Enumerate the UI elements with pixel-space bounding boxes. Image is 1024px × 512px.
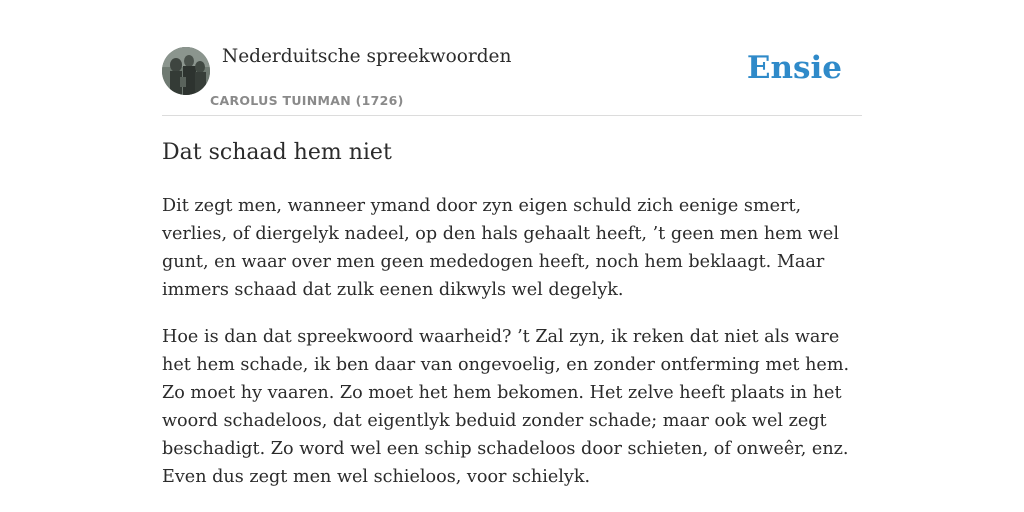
entry-title: Dat schaad hem niet	[162, 140, 392, 165]
entry-body	[162, 192, 868, 510]
statue-avatar-icon	[162, 47, 210, 95]
body-paragraph: Dit zegt men, wanneer ymand door zyn eigen schuld zich eenige smert, verlies, of diergelyk nadeel, op den hals gehaalt heeft, ’t geen men hem wel gunt, en waar over men geen mededogen heeft, noch hem beklaagt. Maar immers schaad dat zulk eenen dikwyls wel degelyk.	[162, 196, 839, 300]
avatar[interactable]	[162, 47, 210, 95]
page-container	[162, 0, 862, 487]
source-header	[162, 0, 862, 116]
body-paragraph: Hoe is dan dat spreekwoord waarheid? ’t Zal zyn, ik reken dat niet als ware het hem schade, ik ben daar van ongevoelig, en zonder ontferming met hem. Zo moet hy vaaren. Zo moet het hem bekomen. Het zelve heeft plaats in het woord schadeloos, dat eigentlyk beduid zonder schade; maar ook wel zegt beschadigt. Zo word wel een schip schadeloos door schieten, of onweêr, enz. Even dus zegt men wel schieloos, voor schielyk.	[162, 327, 850, 487]
author-label[interactable]: CAROLUS TUINMAN (1726)	[210, 93, 404, 108]
brand-logo[interactable]: Ensie	[746, 50, 842, 86]
source-title[interactable]: Nederduitsche spreekwoorden	[222, 46, 512, 67]
